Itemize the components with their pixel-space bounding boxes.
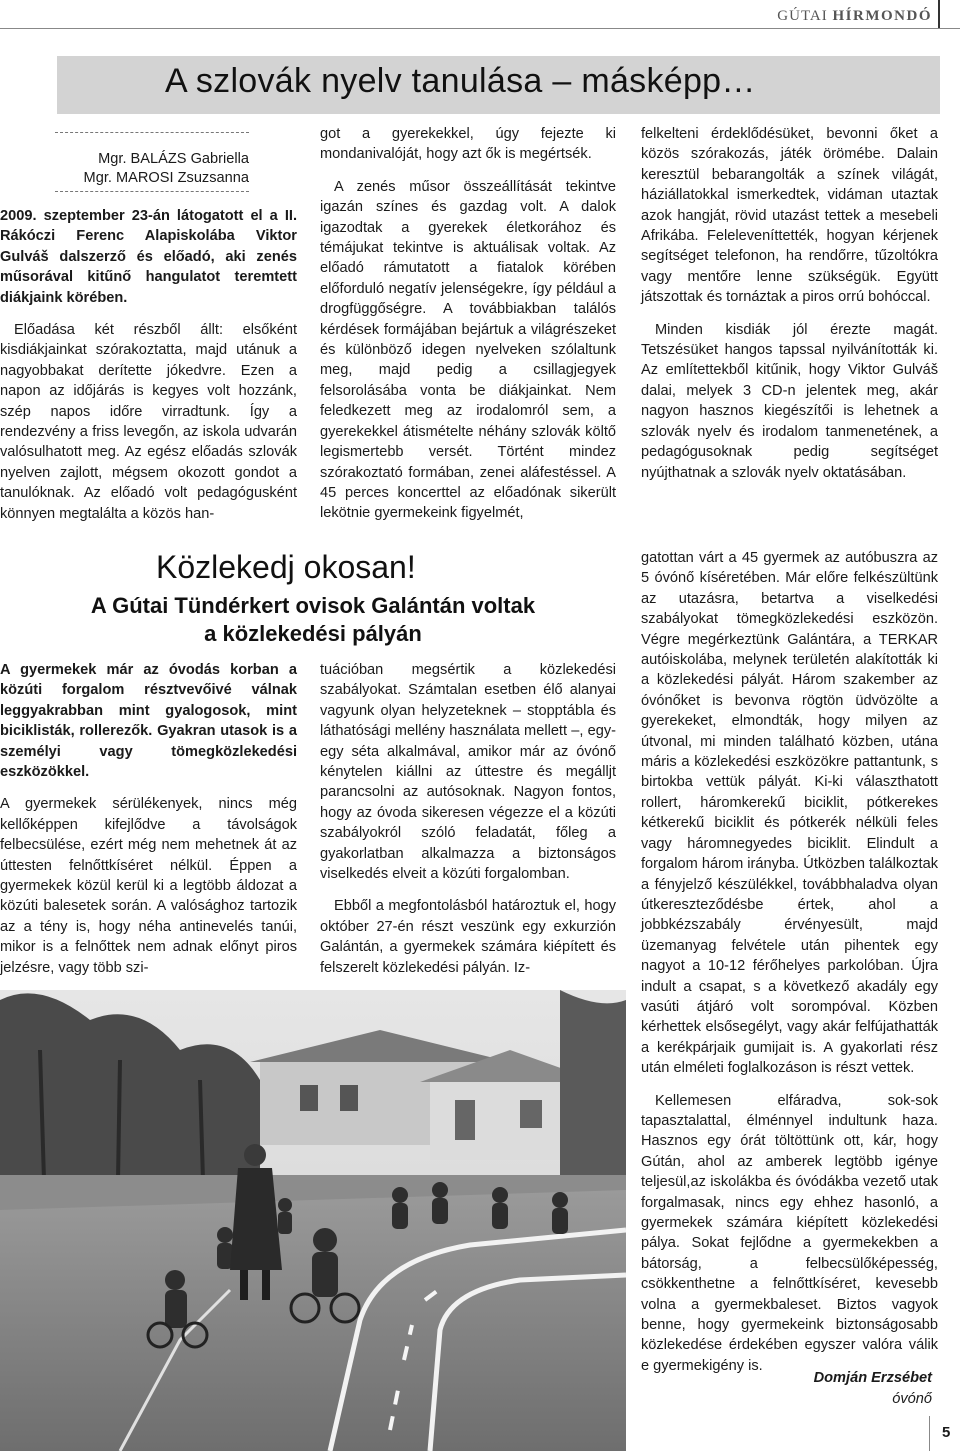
article2-signature-role: óvónő xyxy=(892,1391,932,1407)
article2-lead: A gyermekek már az óvodás korban a közúti forgalom résztvevőivé válnak leggyakrabban mint gyalogosok, mint biciklisták, rollerezők. Gyakran utasok is a személyi vagy tömegközlekedési eszközökkel. xyxy=(0,662,297,781)
article2-paragraph: Ebből a megfontolásból határoztuk el, hogy október 27-én részt veszünk egy exkurzión Galántán, a gyermekek számára kiépített és felszerelt közlekedési pályán. Iz- xyxy=(320,898,616,976)
author-divider-bottom xyxy=(55,191,249,192)
article2-column-2 xyxy=(320,660,616,978)
article1-title: A szlovák nyelv tanulása – másképp… xyxy=(165,62,756,100)
article2-column-3 xyxy=(641,548,938,1376)
article2-paragraph: tuációban megsértik a közlekedési szabályokat. Számtalan esetben élő alanyai vagyunk olyan helyzeteknek – stopptábla és láthatósági mellény használata mellett –, egy-egy séta alkalmával, amikor már az óvónő kénytelen kiállni az úttestre és megálljt parancsolni az autósoknak. Nagyon fontos, hogy az óvoda sikeresen végezze el a közúti szabályokról szóló feladatát, főleg a gyakorlatban alkalmazza a biztonságos viselkedés elveit a közúti forgalomban. xyxy=(320,662,616,883)
article2-subtitle-line-2: a közlekedési pályán xyxy=(204,621,422,646)
article2-signature-name: Domján Erzsébet xyxy=(813,1370,932,1386)
article1-paragraph: 2009. szeptember 23-án látogatott el a II. Rákóczi Ferenc Alapiskolába Viktor Gulváš dalszerző és előadó, aki zenés műsorával kitűnő hangulatot teremtett diákjaink körében. xyxy=(0,208,297,306)
article2-title: Közlekedj okosan! xyxy=(156,549,416,585)
article1-paragraph: A zenés műsor összeállítását tekintve igazán színes és gazdag volt. A dalok igazodtak a gyerekek életkorához és témájukat tekintve is aktuálisak voltak. Az előadó rámutatott a fiatalok körében előforduló negatív jelenségekre, így például a drogfüggőségre. A továbbiakban találós kérdések formájában bejártuk a világrészeket és különböző idegen nyelveken szólaltunk meg, majd pedig a csillagjegyek felsorolásába vonta be diákjainkat. Nem feledkezett meg az irodalomról sem, a gyerekekkel átismételte néhány szlovák költő legismertebb versét. Történt mindez szórakoztató formában, zenei aláfestéssel. A 45 perces koncerttel az előadónak sikerült lekötnie gyermekeink figyelmét, xyxy=(320,178,616,522)
author-divider-top xyxy=(55,132,249,133)
publication-header xyxy=(777,8,932,25)
article2-column-1 xyxy=(0,660,297,978)
article1-author-1: Mgr. BALÁZS Gabriella xyxy=(98,151,249,167)
article2-paragraph: Kellemesen elfáradva, sok-sok tapasztalattal, élménnyel indultunk haza. Hasznos egy órát töltöttünk ott, kár, hogy Gútán, ahol az amberek legtöbb igénye teljesül,az iskolákba és óvódákba vezető utak forgalmasak, nincs egy ehhez hasonló, a gyermekek számára kiépített közlekedési pálya. Sokat fejlődne a gyermekekben a bátorság, a felbecsülőképesség, csökkenthetne a felnőttkíséret, kevesebb volna a gyermekbaleset. Biztos vagyok benne, hogy gyermekeink biztonságosabb közlekedése érdekében egyszer valóra válik e gyermekigény is. xyxy=(641,1092,938,1374)
page-number-box xyxy=(929,1416,960,1451)
header-rule xyxy=(0,28,960,29)
article2-paragraph: gatottan várt a 45 gyermek az autóbuszra az 5 óvónő kíséretében. Már előre felkészültünk az utazásra, betartva a viselkedési szabályokat tömegközlekedési eszközön. Végre megérkeztünk Galántára, a TERKAR autóiskolába, melynek területén alakították ki a közlekedési pályát. Három szakember az óvónőket is bevonva rögtön üdvözölte a gyerekeket, elmondták, hogy milyen az útvonal, mi minden található közben, utána máris a közlekedési eszközökre pattantunk, s birtokba vettük pályát. Ki-ki választhatott rollert, háromkerekű biciklit, pótkerekes kétkerekű biciklit és pótkerék nélküli feles vagy háromnegyedes biciklit. Elindult a forgalom három irányba. Útközben találkoztak a fényjelző készülékkel, továbbhaladva olyan útkereszteződésbe értek, ahol a jobbkézszabály érvényesült, majd üzemanyag felvétele után pihentek egy nagyot a 10-12 férőhelyes parkolóban. Újra indult a csapat, s a következő akadály egy vasúti átjáró volt sorompóval. Közben kérhettek elsősegélyt, vagy akár felfújathatták a kerékpárjaik gumijait is. A gyakorlati rész után elméleti foglalkozáson is részt vettek. xyxy=(641,550,938,1077)
article1-author-2: Mgr. MAROSI Zsuzsanna xyxy=(83,170,249,186)
article1-title-band xyxy=(57,56,940,114)
article2-subtitle-line-1: A Gútai Tündérkert ovisok Galántán voltak xyxy=(90,593,536,618)
article1-column-1 xyxy=(0,206,297,524)
publication-prefix: GÚTAI xyxy=(777,8,828,24)
article1-paragraph: got a gyerekekkel, úgy fejezte ki mondanivalóját, hogy azt ők is megértsék. xyxy=(320,126,616,163)
page-number: 5 xyxy=(942,1424,951,1441)
article1-paragraph: Minden kisdiák jól érezte magát. Tetszésüket hangos tapssal nyilvánították ki. Az említettekből kitűnik, hogy Viktor Gulváš dalai, melyek 3 CD-n jelentek meg, akár nagyon hasznos kiegészítői is lehetnek a szlovák nyelv és irodalom tanmenetének, a pedagógusoknak pedig segítséget nyújthatnak a szlovák nyelv oktatásában. xyxy=(641,321,938,481)
article1-paragraph: Előadása két részből állt: elsőként kisdiákjainkat szórakoztatta, majd utánuk a nagyobbakat derítette jókedvre. Ezen a napon az időjárás is kegyes volt hozzánk, szép napos időre virradtunk. Így a rendezvény a friss levegőn, az iskola udvarán valósulhatott meg. Az egész előadás szlovák nyelven zajlott, mégsem okozott gondot a tanulóknak. Az előadó volt pedagógusként könnyen megtalálta a közös han- xyxy=(0,322,297,522)
traffic-playground-image xyxy=(0,990,626,1451)
article2-paragraph: A gyermekek sérülékenyek, nincs még kellőképpen kifejlődve a távolságok felbecsülése, ezért még nem mehetnek át az úttesten felnőttkíséret nélkül. Éppen a gyermekek közül kerül ki a legtöbb áldozat a közúti balesetek során. A valósághoz tartozik az a tény is, hogy néha antinevelés tanúi, mikor is a felnőttek nem adnak előnyt piros jelzésre, vagy több szi- xyxy=(0,796,297,976)
article1-paragraph: felkelteni érdeklődésüket, bevonni őket a közös szórakozás, játék örömébe. Dalain keresztül bebarangolták a színek világát, háziállatokkal ismerkedtek, vidáman utaztak azok hangját, rövid utazást tettek a mesebeli Afrikába. Feleleveníttették, hogyan kérjenek segítséget telefonon, ha rendőrre, tűzoltókra vagy mentőre lenne szükségük. Együtt játszottak és tornáztak a piros orrú bohóccal. xyxy=(641,126,938,306)
article1-column-2 xyxy=(320,124,616,524)
traffic-playground-photo xyxy=(0,990,626,1451)
article1-column-3 xyxy=(641,124,938,483)
header-bar xyxy=(938,0,940,28)
publication-name: HÍRMONDÓ xyxy=(832,8,932,24)
